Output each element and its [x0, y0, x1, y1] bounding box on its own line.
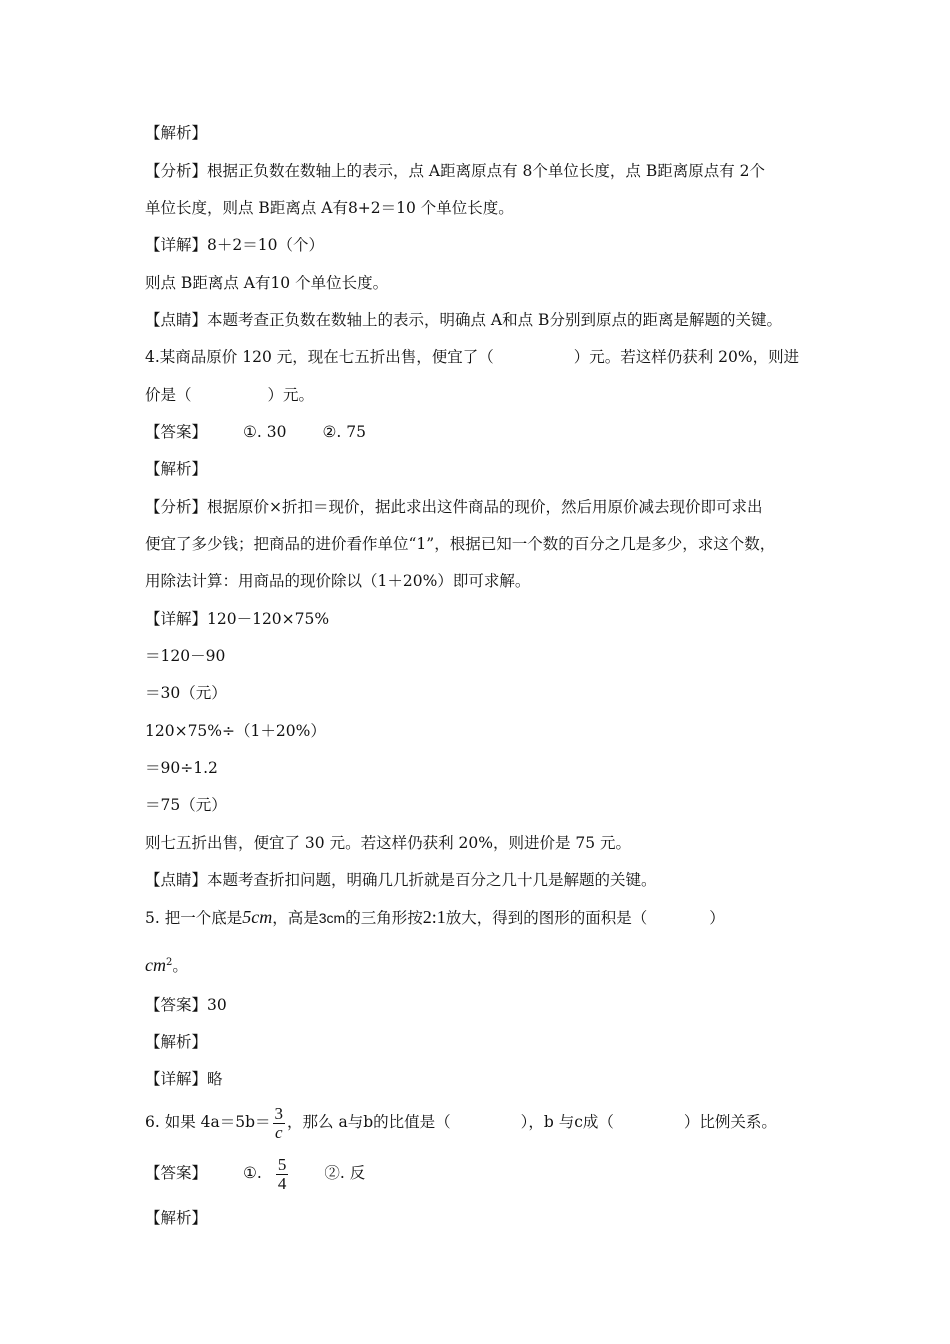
analysis-text: 【分析】根据原价×折扣＝现价，据此求出这件商品的现价，然后用原价减去现价即可求出	[145, 498, 763, 516]
fraction-5-over-4	[276, 1156, 289, 1193]
answer-label: 【答案】	[145, 423, 208, 441]
question-6-part: ，那么 a与b的比值是（	[287, 1113, 451, 1131]
question-4-cont	[145, 384, 314, 406]
analysis-heading: 【解析】	[145, 1209, 208, 1227]
answer-5: 【答案】30	[145, 996, 227, 1014]
key-point-text: 【点睛】本题考查正负数在数轴上的表示，明确点 A和点 B分别到原点的距离是解题的关键。	[145, 311, 782, 329]
question-5-part: 3cm	[318, 910, 346, 926]
question-4-part: 价是（	[145, 386, 192, 404]
detail-text: ＝90÷1.2	[145, 759, 218, 777]
question-5-part: 。	[172, 957, 188, 976]
fraction-numerator: 5	[277, 1154, 287, 1174]
answer-value: ①.	[243, 1164, 262, 1182]
analysis-heading: 【解析】	[145, 124, 208, 142]
question-6-part: ），b 与c成（	[520, 1113, 614, 1131]
analysis-text: 用除法计算：用商品的现价除以（1＋20%）即可求解。	[145, 572, 531, 590]
analysis-text: 单位长度，则点 B距离点 A有8+2＝10 个单位长度。	[145, 199, 514, 217]
answer-value: ②. 反	[324, 1164, 366, 1182]
question-5-cont	[145, 952, 188, 977]
fraction-denominator: 4	[277, 1173, 287, 1193]
detail-text: 【详解】120－120×75%	[145, 610, 330, 628]
answer-6	[145, 1153, 365, 1193]
detail-text: ＝30（元）	[145, 684, 227, 702]
question-5	[145, 906, 725, 929]
question-6-part: ）比例关系。	[683, 1113, 777, 1131]
detail-text: 【详解】略	[145, 1070, 223, 1088]
analysis-heading: 【解析】	[145, 460, 208, 478]
analysis-text: 便宜了多少钱；把商品的进价看作单位“1”，根据已知一个数的百分之几是多少，求这个数，	[145, 535, 776, 553]
analysis-text: 【分析】根据正负数在数轴上的表示，点 A距离原点有 8个单位长度，点 B距离原点有 2个	[145, 162, 766, 180]
answer-label: 【答案】	[145, 1164, 208, 1182]
math-expr: 5cm	[242, 907, 273, 927]
answer-value: ①. 30	[243, 423, 287, 441]
question-5-part: ，高是	[272, 909, 319, 927]
question-4-part: ）元。	[267, 386, 315, 404]
fraction-3-over-c	[273, 1105, 286, 1142]
detail-text: 【详解】8＋2＝10（个）	[145, 236, 324, 254]
detail-text: 则点 B距离点 A有10 个单位长度。	[145, 274, 389, 292]
question-5-part: 5. 把一个底是	[145, 909, 243, 927]
fraction-numerator: 3	[274, 1103, 284, 1123]
question-4	[145, 346, 799, 368]
question-4-part: 4.某商品原价 120 元，现在七五折出售，便宜了（	[145, 348, 494, 366]
answer-value: ②. 75	[322, 423, 366, 441]
math-expr: 2:1	[422, 907, 446, 927]
detail-text: 120×75%÷（1＋20%）	[145, 722, 326, 740]
detail-text: 则七五折出售，便宜了 30 元。若这样仍获利 20%，则进价是 75 元。	[145, 834, 632, 852]
analysis-heading: 【解析】	[145, 1033, 208, 1051]
question-6-part: 6. 如果 4a＝5b＝	[145, 1113, 271, 1131]
question-5-part: 放大，得到的图形的面积是（	[445, 909, 648, 927]
superscript: 2	[166, 957, 173, 968]
question-5-part: 的三角形按	[345, 909, 423, 927]
answer-4	[145, 421, 366, 443]
key-point-text: 【点睛】本题考查折扣问题，明确几几折就是百分之几十几是解题的关键。	[145, 871, 657, 889]
fraction-denominator: c	[275, 1122, 283, 1142]
question-4-part: ）元。若这样仍获利 20%，则进	[573, 348, 800, 366]
detail-text: ＝120－90	[145, 647, 226, 665]
detail-text: ＝75（元）	[145, 796, 227, 814]
question-6	[145, 1102, 777, 1142]
question-5-part: ）	[709, 909, 725, 927]
math-expr: cm	[145, 955, 166, 976]
